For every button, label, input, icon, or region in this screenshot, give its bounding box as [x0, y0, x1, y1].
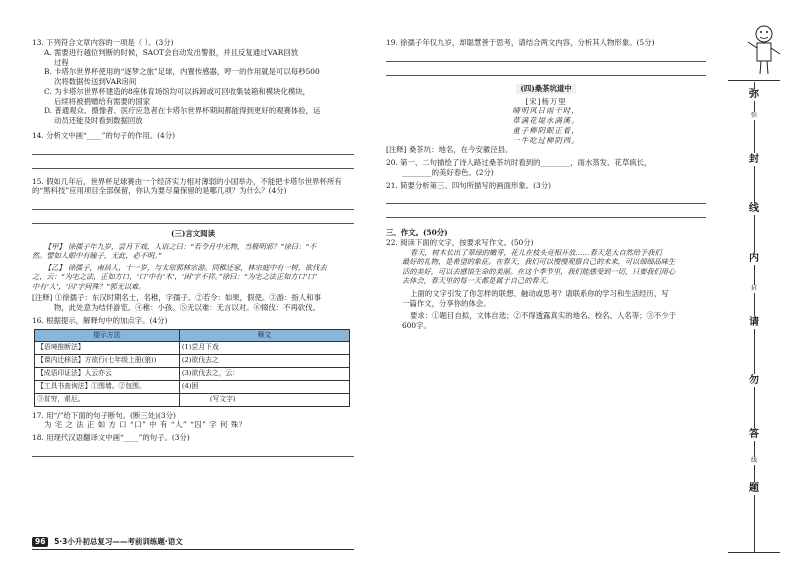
- table-cell: 【工具书查询法】①围墙。②包围。: [35, 380, 180, 393]
- table-row: [35, 354, 350, 367]
- answer-line: [386, 64, 706, 76]
- q13-option: A. 需要进行越位判断的时候，SAOT会自动发出警报，并且反复通过VAR回放: [44, 47, 299, 57]
- margin-mark: 线: [742, 457, 766, 465]
- q13-option: 过程: [54, 57, 69, 67]
- margin-char: 线: [742, 202, 766, 215]
- q13-option: D. 普通观众、摄像者、医疗应急者在卡塔尔世界杯期间都能得到更好的观赛体验，运: [44, 106, 321, 116]
- essay-header: 三、作文。(50分): [386, 228, 448, 238]
- essay-material: 最好的礼物，是希望的象征。在春天，我们可以慢慢观察自己的未来，可以细细品味生: [402, 257, 676, 267]
- poem-line: 草满花堤水满溪。: [512, 116, 580, 126]
- margin-char: 封: [742, 153, 766, 166]
- answer-line: [32, 445, 354, 457]
- essay-prompt: 上面的文字引发了你怎样的联想、触动或思考？请联系你的学习和生活经历，写: [410, 288, 669, 298]
- q18-text: 18. 用现代汉语翻译文中画“____”的句子。(3分): [32, 433, 190, 443]
- essay-requirements: 600字。: [402, 321, 431, 331]
- essay-requirements: 要求：①题目自拟，文体自选；②不得透露真实的地名、校名、人名等；③不少于: [410, 311, 677, 321]
- left-column: [32, 38, 354, 457]
- page-number: 96: [32, 537, 48, 547]
- poem-line: 一牛吃过柳阴西。: [512, 135, 580, 145]
- margin-mark: 封: [742, 285, 766, 293]
- table-header: 提示方法: [35, 329, 180, 341]
- answer-line: [32, 212, 354, 224]
- poem-line: 晴明风日雨干时，: [512, 106, 580, 116]
- table-cell: 【语境推断法】: [35, 341, 180, 354]
- q20-text: 20. 第一、二句描绘了诗人路过桑茶坑时看到的________，雨水蒸发、花草疯长，: [386, 158, 652, 168]
- q20-text: ________的美好春色。(2分): [402, 167, 494, 177]
- essay-prompt: 一篇作文，分享你的体会。: [402, 298, 491, 308]
- margin-char: 勿: [742, 374, 766, 387]
- answer-line: [32, 143, 354, 155]
- passage-line: 之，云：“为宅之法，正如方口，‘口’中有‘木’，‘困’字不祥。”徐曰：“为宅之法正如方口‘口’: [32, 272, 317, 282]
- margin-char: 弥: [742, 88, 766, 101]
- margin-char: 请: [742, 316, 766, 329]
- footer-rule: [32, 549, 354, 550]
- hint-table: [34, 329, 350, 407]
- q17-text: 17. 用“/”给下面的句子断句。(断三处)(3分): [32, 410, 176, 420]
- table-header: 释文: [179, 329, 349, 341]
- answer-line: [386, 206, 706, 218]
- page-footer: [32, 537, 183, 547]
- table-row: [35, 380, 350, 393]
- q19-text: 19. 徐孺子年仅九岁，却聪慧善于思考，请结合两文内容，分析其人物形象。(5分): [386, 38, 655, 47]
- q13-option: 后续将被捐赠给有需要的国家: [54, 96, 151, 106]
- poem-author: [宋]杨万里: [525, 96, 567, 106]
- q17-sentence: 为 宅 之 法 正 如 方 口 “口” 中 有 “人” “囚” 字 何 殊？: [44, 420, 247, 430]
- passage-line: 然。譬如人眼中有瞳子，无此，必不明。”: [32, 251, 162, 261]
- poem-note: [注释] 桑茶坑：地名，在今安徽泾县。: [386, 145, 513, 155]
- seal-tick: [728, 552, 780, 553]
- q13-option: B. 卡塔尔世界杯使用的“逐梦之旅”足球，内置传感器，哼一的作用就是可以每秒500: [44, 67, 320, 77]
- section-title: (三)言文阅读: [171, 229, 215, 239]
- q15-text: 15. 假如几年后，世界杯足球赛由一个经济实力相对薄弱的小国举办，不能把卡塔尔世界杯所有: [32, 176, 342, 186]
- cartoon-figure-icon: [744, 20, 784, 80]
- right-column: [386, 38, 706, 331]
- notes-line: 物，此处意为结伴游览。④稚：小孩。⑤无以难：无言以对。⑥辍伐：不再砍伐。: [54, 303, 321, 313]
- passage-line: 中有‘人’，‘囚’字何殊？”郭无以难。: [32, 281, 146, 291]
- table-cell: 【成语印证法】人云亦云: [35, 367, 180, 380]
- table-cell: (3)欲伐去之，云：: [179, 367, 349, 380]
- table-cell: ③贫穷，艰厄。: [35, 393, 180, 406]
- table-row: [35, 341, 350, 354]
- essay-material: 去体会，春天里的每一天都是属于自己的春天。: [402, 276, 553, 286]
- seal-tick: [728, 80, 780, 81]
- margin-char: 答: [742, 428, 766, 441]
- footer-text: 5·3小升初总复习——考前训练题·语文: [54, 537, 183, 546]
- answer-line: [32, 198, 354, 210]
- table-row: [35, 393, 350, 406]
- q13-option: 次将数据传送到VAR房间: [54, 77, 137, 87]
- margin-char: 题: [742, 482, 766, 495]
- table-cell: 【课内迁移法】方欲行(七年级上册(狼)): [35, 354, 180, 367]
- poem-title-text: (四)桑茶坑道中: [516, 84, 575, 94]
- q13-stem: 13. 下列符合文章内容的一项是（ ）。(3分): [32, 38, 174, 47]
- table-cell: (2)欲伐去之: [179, 354, 349, 367]
- q14-text: 14. 分析文中画“____”的句子的作用。(4分): [32, 130, 175, 140]
- essay-material: 活的美好，可以去感悟生命的美丽。在这个季节里，我们能感受到一切，只要我们用心: [402, 266, 676, 276]
- essay-material: 春天，树木长出了翠绿的嫩芽，花儿在枝头竞相开放……春天是大自然给予我们: [410, 247, 662, 257]
- notes-line: [注释] ①徐孺子：东汉时期名士，名稚，字孺子。②若令：如果，假使。③游：指人和事: [32, 293, 321, 303]
- passage-line: 【乙】 徐孺子，南昌人，十一岁，与太原郭林宗游。同稚还家，林宗庭中有一树，欲伐去: [44, 262, 327, 272]
- seal-line-margin: [724, 20, 784, 560]
- poem-line: 童子柳阴眠正着，: [512, 125, 580, 135]
- q13-option: C. 为卡塔尔世界杯建造的8座体育场馆均可以拆卸或可回收集装箱和模块化模块，: [44, 86, 311, 96]
- table-cell: (写文字): [179, 393, 349, 406]
- margin-char: 内: [742, 252, 766, 265]
- answer-line: [32, 157, 354, 169]
- q21-text: 21. 简要分析第三、四句所描写的画面形象。(3分): [386, 180, 551, 190]
- table-cell: (1)尝月下戏: [179, 341, 349, 354]
- table-row: [35, 367, 350, 380]
- answer-line: [386, 50, 706, 62]
- passage-line: 【甲】 徐孺子年九岁，尝月下戏，人语之曰：“若令月中无物，当极明邪？”徐曰：“不: [44, 241, 317, 251]
- margin-mark: 弥: [742, 112, 766, 120]
- q15-text: 的“黑科技”应用项目全部保留，你认为要尽量保留的是哪几项？为什么？(4分): [32, 186, 287, 196]
- q22-text: 22. 阅读下面的文字，按要求写作文。(50分): [386, 238, 534, 248]
- poem-title: [386, 84, 706, 94]
- answer-line: [386, 192, 706, 204]
- q16-text: 16. 根据提示，解释句中的加点字。(4分): [32, 315, 168, 325]
- q13-option: 动员还能及时看到数据回放: [54, 116, 143, 126]
- table-cell: (4)困: [179, 380, 349, 393]
